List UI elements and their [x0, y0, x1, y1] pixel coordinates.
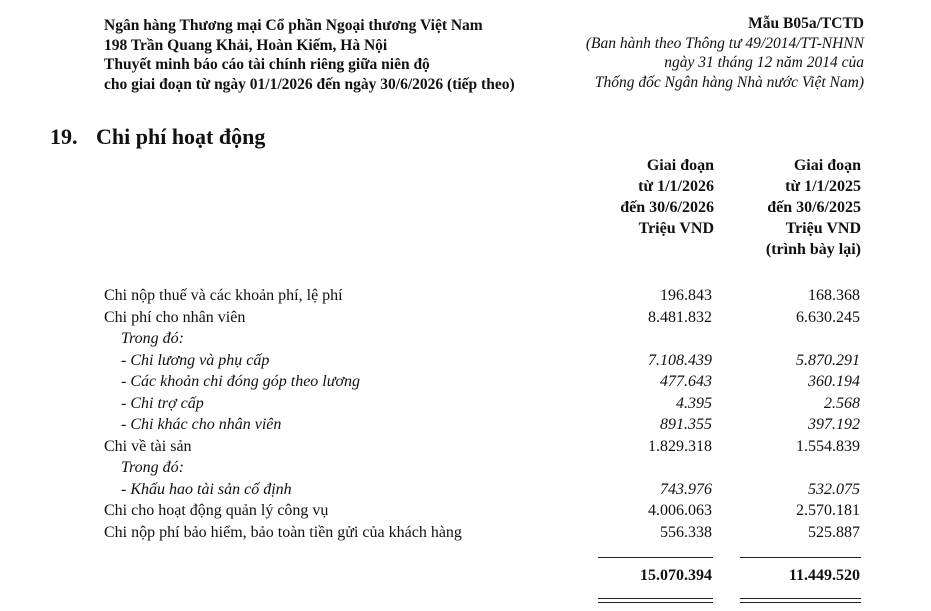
value-current: 4.395	[676, 394, 712, 412]
column-header-line: đến 30/6/2025	[767, 199, 861, 216]
row-label: Trong đó:	[121, 330, 184, 347]
value-current: 477.643	[660, 373, 712, 390]
value-current: 8.481.832	[648, 308, 712, 326]
row-label: - Các khoản chi đóng góp theo lương	[121, 373, 361, 390]
value-current: 7.108.439	[648, 351, 712, 369]
column-header-line: từ 1/1/2026	[638, 178, 714, 195]
column-header-line: Triệu VND	[785, 220, 861, 237]
value-current: 891.355	[660, 416, 712, 433]
section-number: 19.	[50, 124, 78, 149]
table-row	[0, 414, 931, 436]
row-label: Chi phí cho nhân viên	[104, 308, 246, 326]
value-prior: 2.568	[824, 394, 860, 412]
table-row	[0, 371, 931, 393]
table-row	[0, 500, 931, 522]
table-row	[0, 457, 931, 479]
row-label: Chi nộp phí bảo hiểm, bảo toàn tiền gửi của khách hàng	[104, 523, 462, 541]
value-prior: 6.630.245	[796, 308, 860, 326]
form-note-line: (Ban hành theo Thông tư 49/2014/TT-NHNN	[585, 34, 864, 52]
table-row	[0, 522, 931, 544]
header-company-block	[104, 16, 515, 94]
column-header-line: Triệu VND	[638, 220, 714, 237]
form-note-line: ngày 31 tháng 12 năm 2014 của	[664, 54, 864, 71]
value-current: 556.338	[660, 523, 712, 541]
document-title: Thuyết minh báo cáo tài chính riêng giữa niên độ	[104, 56, 430, 73]
company-name: Ngân hàng Thương mại Cổ phần Ngoại thương Việt Nam	[104, 17, 483, 34]
value-current: 196.843	[660, 287, 712, 304]
total-prior: 11.449.520	[788, 567, 860, 584]
value-prior: 360.194	[808, 373, 860, 390]
row-label: Chi cho hoạt động quản lý công vụ	[104, 502, 329, 519]
value-prior: 1.554.839	[796, 437, 860, 455]
column-header-prior	[766, 155, 861, 260]
column-header-line: từ 1/1/2025	[785, 178, 861, 195]
value-current: 1.829.318	[648, 437, 712, 455]
table-row	[0, 328, 931, 350]
value-prior: 532.075	[808, 480, 860, 498]
total-double-rule	[740, 598, 861, 599]
table-row	[0, 436, 931, 458]
row-label: - Chi lương và phụ cấp	[121, 351, 270, 369]
row-label: Chi nộp thuế và các khoản phí, lệ phí	[104, 287, 343, 304]
total-double-rule	[598, 602, 713, 603]
table-row	[0, 285, 931, 307]
value-current: 4.006.063	[648, 502, 712, 519]
value-prior: 168.368	[808, 287, 860, 304]
total-double-rule	[740, 602, 861, 603]
row-label: - Chi khác cho nhân viên	[121, 416, 282, 433]
row-label: - Chi trợ cấp	[121, 394, 204, 412]
total-current: 15.070.394	[640, 567, 712, 584]
form-note-line: Thống đốc Ngân hàng Nhà nước Việt Nam)	[594, 73, 864, 91]
value-prior: 2.570.181	[796, 502, 860, 519]
row-label: Trong đó:	[121, 459, 184, 476]
row-label: Chi về tài sản	[104, 437, 192, 455]
table-row	[0, 350, 931, 372]
row-label: - Khấu hao tài sản cố định	[121, 480, 292, 498]
column-header-current	[620, 155, 714, 239]
subtotal-rule	[740, 557, 861, 558]
column-header-line: Giai đoạn	[793, 157, 861, 174]
value-prior: 525.887	[808, 523, 860, 541]
expense-table	[0, 285, 931, 543]
table-row	[0, 307, 931, 329]
section-heading	[50, 124, 265, 150]
value-prior: 397.192	[808, 416, 860, 433]
total-double-rule	[598, 598, 713, 599]
company-address: 198 Trần Quang Khải, Hoàn Kiếm, Hà Nội	[104, 36, 388, 54]
table-row	[0, 479, 931, 501]
subtotal-rule	[598, 557, 713, 558]
column-header-line: (trình bày lại)	[765, 241, 861, 258]
value-current: 743.976	[660, 480, 712, 498]
form-code: Mẫu B05a/TCTD	[748, 15, 864, 32]
value-prior: 5.870.291	[796, 351, 860, 369]
document-period: cho giai đoạn từ ngày 01/1/2026 đến ngày 30/6/2026 (tiếp theo)	[104, 75, 515, 93]
column-header-line: Giai đoạn	[646, 157, 714, 174]
header-form-block	[586, 14, 864, 92]
table-row	[0, 393, 931, 415]
section-title: Chi phí hoạt động	[96, 124, 266, 149]
column-header-line: đến 30/6/2026	[620, 199, 714, 216]
